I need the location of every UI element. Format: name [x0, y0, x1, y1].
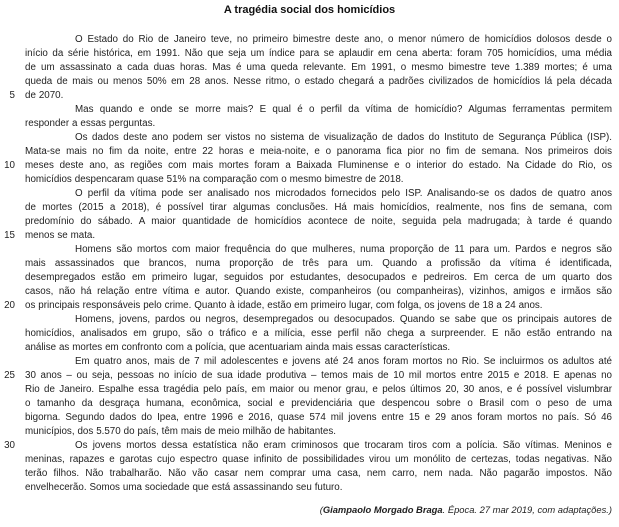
line-text: homicídios despencaram quase 51% na comparação com o mesmo bimestre de 2018. [25, 174, 404, 185]
line-text: Mas quando e onde se morre mais? E qual é o perfil da vítima de homicídio? Algumas ferramentas permitem [75, 104, 612, 115]
text-line [0, 285, 612, 299]
line-text: municípios, dos 5.570 do país, têm mais de meio milhão de habitantes. [25, 426, 336, 437]
article-body [0, 33, 612, 495]
text-line [0, 299, 612, 313]
text-line [0, 145, 612, 159]
text-line [0, 173, 612, 187]
text-line [0, 313, 612, 327]
line-text: Os dados deste ano podem ser vistos no sistema de visualização de dados do Instituto de Segurança Pública (ISP). [75, 132, 612, 143]
line-number: 5 [9, 90, 15, 101]
line-text: Em quatro anos, mais de 7 mil adolescentes e jovens até 24 anos foram mortos no Rio. Se incluirmos os adultos até [75, 356, 612, 367]
attribution [0, 504, 612, 516]
text-line [0, 243, 612, 257]
line-text: Homens, jovens, pardos ou negros, desempregados ou desocupados. Quando se sabe que os principais autores de [75, 314, 612, 325]
line-text: queda de mais ou menos 50% em 28 anos. Nesse ritmo, o estado chegará a padrões civilizados de homicídios lá pela década [25, 76, 612, 87]
line-text: 30 anos – ou seja, pessoas no início de sua idade produtiva – temos mais de 10 mil mortos entre 2015 e 2018. E apenas no [25, 370, 612, 381]
line-text: Os jovens mortos dessa estatística não eram criminosos que trocaram tiros com a polícia. São vítimas. Meninos e [75, 440, 612, 451]
text-line [0, 425, 612, 439]
text-line [0, 355, 612, 369]
text-line [0, 61, 612, 75]
text-line [0, 411, 612, 425]
text-line [0, 201, 612, 215]
text-line [0, 271, 612, 285]
text-line [0, 439, 612, 453]
attribution-suffix: . Época. 27 mar 2019, com adaptações.) [442, 504, 612, 515]
line-text: de mortes (2015 a 2018), é possível tirar algumas conclusões. Há mais homicídios, realmente, nos fins de semana, com [25, 202, 612, 213]
line-text: de 2070. [25, 90, 64, 101]
line-text: Mata-se mais no fim da noite, entre 22 horas e meia-noite, e o panorama fica pior no fim de semana. Nos primeiros dois [25, 146, 612, 157]
text-line [0, 397, 612, 411]
text-line [0, 229, 612, 243]
text-line [0, 33, 612, 47]
line-text: casos, não há relação entre vítima e autor. Quando existe, companheiros (ou companheiras), vizinhos, amigos e irmãos são [25, 286, 612, 297]
text-line [0, 89, 612, 103]
line-text: menos se mata. [25, 230, 96, 241]
line-number: 10 [4, 160, 15, 171]
text-line [0, 257, 612, 271]
line-text: Rio de Janeiro. Espalhe essa tragédia pelo país, em maior ou menor grau, e pelos últimos 20, 30 anos, e é possível vislumbrar [25, 384, 612, 395]
line-text: os principais responsáveis pelo crime. Quanto à idade, estão em primeiro lugar, com folga, os jovens de 18 a 24 anos. [25, 300, 543, 311]
line-text: homicídios, analisados em grupo, são o tráfico e a milícia, esse perfil não chega a surpreender. E não estão entrando na [25, 328, 612, 339]
line-text: início da série histórica, em 1991. Não que seja um índice para se aplaudir em cena aberta: foram 705 homicídios, uma média [25, 48, 612, 59]
line-text: mais assassinados que brancos, numa proporção de três para um. Quando a profissão da vítima é identificada, [25, 258, 612, 269]
line-text: O Estado do Rio de Janeiro teve, no primeiro bimestre deste ano, o menor número de homicídios dolosos desde o [75, 34, 612, 45]
line-text: meninas, rapazes e garotas cujo espectro quase infinito de possibilidades virou um monólito de certezas, todas negativas. Não [25, 454, 612, 465]
line-text: terão filhos. Não trabalharão. Não vão casar nem comprar uma casa, nem carro, nem nada. Não pagarão impostos. Não [25, 468, 612, 479]
text-line [0, 75, 612, 89]
line-text: bigorna. Segundo dados do Ipea, entre 1996 e 2016, quase 574 mil jovens entre 15 e 29 anos foram mortos no país. Só 46 [25, 412, 612, 423]
line-text: desempregados estão em primeiro lugar, seguidos por estudantes, desocupados e pedreiros. Em cerca de um quarto dos [25, 272, 612, 283]
text-line [0, 453, 612, 467]
line-number: 25 [4, 370, 15, 381]
text-line [0, 117, 612, 131]
line-text: envelhecerão. Somos uma sociedade que está assassinando seu futuro. [25, 482, 343, 493]
line-text: predomínio do sábado. A maior quantidade de homicídios acontece de noite, seguida pela madrugada; à tarde é quando [25, 216, 612, 227]
text-line [0, 187, 612, 201]
text-line [0, 383, 612, 397]
text-line [0, 369, 612, 383]
text-line [0, 47, 612, 61]
text-line [0, 159, 612, 173]
attribution-prefix: ( [319, 504, 323, 515]
line-text: Homens são mortos com maior frequência do que mulheres, numa proporção de 11 para um. Pardos e negros são [75, 244, 612, 255]
line-text: o tamanho da desgraça humana, econômica, social e previdenciária que despencou sobre o Brasil com o peso de uma [25, 398, 612, 409]
line-text: O perfil da vítima pode ser analisado nos microdados fornecidos pelo ISP. Analisando-se os dados de quatro anos [75, 188, 612, 199]
line-text: meses deste ano, as regiões com mais mortes foram a Baixada Fluminense e o interior do estado. Na Cidade do Rio, os [25, 160, 612, 171]
article-title: A tragédia social dos homicídios [223, 4, 396, 16]
text-line [0, 215, 612, 229]
text-line [0, 481, 612, 495]
text-line [0, 341, 612, 355]
text-line [0, 103, 612, 117]
line-text: responder a essas perguntas. [25, 118, 156, 129]
text-line [0, 467, 612, 481]
attribution-author: Giampaolo Morgado Braga [322, 504, 443, 515]
text-line [0, 131, 612, 145]
text-line [0, 327, 612, 341]
line-number: 20 [4, 300, 15, 311]
line-text: análise as mortes em confronto com a polícia, que acentuariam ainda mais essas características. [25, 342, 451, 353]
line-text: de um assassinato a cada duas horas. Mas é uma queda relevante. Em 1991, o mesmo bimestre teve 1.389 mortes; é uma [25, 62, 612, 73]
line-number: 15 [4, 230, 15, 241]
line-number: 30 [4, 440, 15, 451]
